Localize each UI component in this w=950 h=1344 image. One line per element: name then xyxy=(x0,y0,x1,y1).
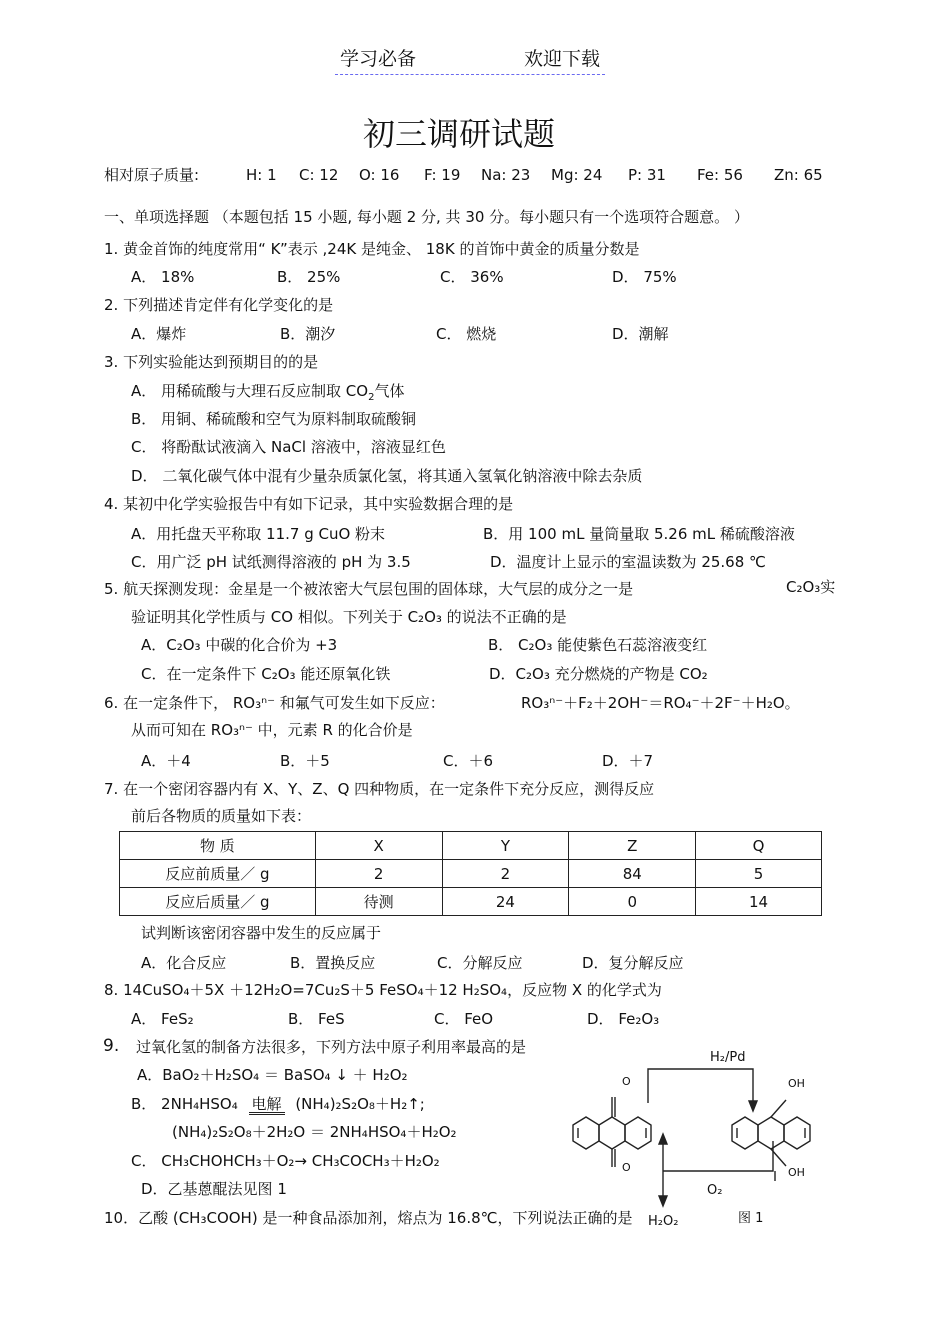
q9-stem: 过氧化氢的制备方法很多，下列方法中原子利用率最高的是 xyxy=(136,1038,527,1056)
q8-option-b: B． FeS xyxy=(288,1010,345,1028)
q3-option-a-tail: 气体 xyxy=(374,382,405,400)
q9-number: 9. xyxy=(103,1036,120,1056)
q3-stem: 3. 下列实验能达到预期目的的是 xyxy=(104,353,319,371)
anthrahydroquinone-structure xyxy=(732,1100,810,1166)
q2-stem: 2. 下列描述肯定伴有化学变化的是 xyxy=(104,296,334,314)
q8-option-a: A． FeS₂ xyxy=(131,1010,194,1028)
atomic-mass-item: P: 31 xyxy=(628,166,666,184)
q7-stem-line2: 前后各物质的质量如下表： xyxy=(131,807,312,825)
q3-option-a xyxy=(131,382,405,403)
q7-option-c: C．分解反应 xyxy=(437,954,523,972)
q7-stem-line1: 7. 在一个密闭容器内有 X、Y、Z、Q 四种物质，在一定条件下充分反应，测得反应 xyxy=(104,780,655,798)
electrolysis-condition: 电解 xyxy=(249,1097,285,1115)
figure-top-label: H₂/Pd xyxy=(710,1050,746,1065)
table-cell: 反应前质量／ g xyxy=(120,860,316,888)
header-right: 欢迎下载 xyxy=(524,48,601,70)
q5-option-a: A．C₂O₃ 中碳的化合价为 +3 xyxy=(141,636,338,654)
q4-stem: 4. 某初中化学实验报告中有如下记录，其中实验数据合理的是 xyxy=(104,495,514,513)
table-cell: 2 xyxy=(442,860,569,888)
q5-stem-line2: 验证明其化学性质与 CO 相似。下列关于 C₂O₃ 的说法不正确的是 xyxy=(131,608,567,626)
table-cell: 0 xyxy=(569,888,696,916)
atomic-mass-item: H: 1 xyxy=(246,166,277,184)
hydroxyl-bottom: OH xyxy=(788,1166,805,1179)
q8-option-d: D． Fe₂O₃ xyxy=(587,1010,660,1028)
header-left: 学习必备 xyxy=(340,48,417,70)
atomic-mass-item: Mg: 24 xyxy=(551,166,603,184)
q7-option-d: D．复分解反应 xyxy=(582,954,684,972)
q10-stem: 10．乙酸 (CH₃COOH) 是一种食品添加剂，熔点为 16.8℃，下列说法正确的是 xyxy=(104,1209,633,1227)
q6-option-a: A．＋4 xyxy=(141,752,191,770)
table-cell: 84 xyxy=(569,860,696,888)
table-cell: 14 xyxy=(696,888,822,916)
table-header-cell: Q xyxy=(696,832,822,860)
q4-option-c: C．用广泛 pH 试纸测得溶液的 pH 为 3.5 xyxy=(131,553,411,571)
q9-option-c: C． CH₃CHOHCH₃＋O₂→ CH₃COCH₃＋H₂O₂ xyxy=(131,1152,440,1170)
mass-table xyxy=(119,831,822,916)
table-cell: 反应后质量／ g xyxy=(120,888,316,916)
atomic-mass-item: C: 12 xyxy=(299,166,339,184)
q7-option-b: B．置换反应 xyxy=(290,954,376,972)
q9-option-a: A．BaO₂＋H₂SO₄ ＝ BaSO₄ ↓ ＋ H₂O₂ xyxy=(137,1066,408,1084)
q9-option-b-line2: (NH₄)₂S₂O₈＋2H₂O ＝ 2NH₄HSO₄＋H₂O₂ xyxy=(172,1123,457,1141)
q1-option-b: B． 25% xyxy=(277,268,341,286)
q3-option-a-text: A． 用稀硫酸与大理石反应制取 CO xyxy=(131,382,369,400)
q1-option-d: D． 75% xyxy=(612,268,677,286)
table-header-cell: 物 质 xyxy=(120,832,316,860)
q6-option-b: B．＋5 xyxy=(280,752,330,770)
table-cell: 5 xyxy=(696,860,822,888)
anthraquinone-structure xyxy=(573,1097,651,1167)
q5-option-c: C．在一定条件下 C₂O₃ 能还原氧化铁 xyxy=(141,665,391,683)
q6-stem-line2: 从而可知在 RO₃ⁿ⁻ 中，元素 R 的化合价是 xyxy=(131,721,413,739)
table-header-row xyxy=(120,832,822,860)
table-header-cell: X xyxy=(315,832,442,860)
atomic-mass-item: Fe: 56 xyxy=(697,166,743,184)
q9-option-b xyxy=(131,1097,425,1115)
q1-option-c: C． 36% xyxy=(440,268,504,286)
atomic-masses-label: 相对原子质量: xyxy=(104,166,200,184)
page-title: 初三调研试题 xyxy=(363,115,556,153)
q6-option-d: D．＋7 xyxy=(602,752,654,770)
q4-option-a: A．用托盘天平称取 11.7 g CuO 粉末 xyxy=(131,525,386,543)
q9-option-d: D．乙基蒽醌法见图 1 xyxy=(141,1180,287,1198)
q6-option-c: C．＋6 xyxy=(443,752,494,770)
q8-option-c: C． FeO xyxy=(434,1010,494,1028)
q7-option-a: A．化合反应 xyxy=(141,954,227,972)
header-underline xyxy=(335,74,605,75)
q4-option-b: B．用 100 mL 量筒量取 5.26 mL 稀硫酸溶液 xyxy=(483,525,795,543)
atomic-mass-item: O: 16 xyxy=(359,166,400,184)
table-row xyxy=(120,860,822,888)
q3-option-c: C． 将酚酞试液滴入 NaCl 溶液中，溶液显红色 xyxy=(131,438,446,456)
carbonyl-o-bottom: O xyxy=(622,1161,631,1174)
q7-stem-line3: 试判断该密闭容器中发生的反应属于 xyxy=(141,924,382,942)
q9-option-b-reactant: B． 2NH₄HSO₄ xyxy=(131,1095,238,1113)
q6-equation: RO₃ⁿ⁻＋F₂＋2OH⁻＝RO₄⁻＋2F⁻＋H₂O。 xyxy=(521,694,800,712)
hydroxyl-top: OH xyxy=(788,1077,805,1090)
section-heading: 一、单项选择题 （本题包括 15 小题, 每小题 2 分, 共 30 分。每小题只有一个选项符合题意。 ） xyxy=(104,208,749,226)
q5-stem-line1: 5. 航天探测发现：金星是一个被浓密大气层包围的固体球，大气层的成分之一是 xyxy=(104,580,634,598)
q2-option-b: B．潮汐 xyxy=(280,325,336,343)
atomic-mass-item: F: 19 xyxy=(424,166,461,184)
q5-stem-tail: C₂O₃实 xyxy=(786,578,836,596)
q9-option-b-product: (NH₄)₂S₂O₈＋H₂↑; xyxy=(295,1095,425,1113)
table-cell: 待测 xyxy=(315,888,442,916)
table-header-cell: Z xyxy=(569,832,696,860)
table-cell: 2 xyxy=(315,860,442,888)
q1-option-a: A． 18% xyxy=(131,268,195,286)
table-header-cell: Y xyxy=(442,832,569,860)
q2-option-d: D．潮解 xyxy=(612,325,669,343)
figure-bottom-label: O₂ xyxy=(707,1183,723,1198)
atomic-mass-item: Na: 23 xyxy=(481,166,531,184)
q3-option-b: B． 用铜、稀硫酸和空气为原料制取硫酸铜 xyxy=(131,410,417,428)
q2-option-c: C． 燃烧 xyxy=(436,325,497,343)
q1-stem: 1. 黄金首饰的纯度常用“ K”表示 ,24K 是纯金、 18K 的首饰中黄金的质量分数是 xyxy=(104,240,640,258)
table-cell: 24 xyxy=(442,888,569,916)
h2o2-label: H₂O₂ xyxy=(648,1214,679,1229)
q3-option-d: D． 二氧化碳气体中混有少量杂质氯化氢，将其通入氢氧化钠溶液中除去杂质 xyxy=(131,467,643,485)
carbonyl-o-top: O xyxy=(622,1075,631,1088)
q5-option-d: D．C₂O₃ 充分燃烧的产物是 CO₂ xyxy=(489,665,708,683)
q8-stem: 8. 14CuSO₄＋5X ＋12H₂O=7Cu₂S＋5 FeSO₄＋12 H₂SO₄，反应物 X 的化学式为 xyxy=(104,981,662,999)
q5-option-b: B． C₂O₃ 能使紫色石蕊溶液变红 xyxy=(488,636,708,654)
atomic-mass-item: Zn: 65 xyxy=(774,166,823,184)
q2-option-a: A．爆炸 xyxy=(131,325,187,343)
q6-stem-line1: 6. 在一定条件下， RO₃ⁿ⁻ 和氟气可发生如下反应： xyxy=(104,694,445,712)
table-row xyxy=(120,888,822,916)
figure-caption: 图 1 xyxy=(738,1211,764,1226)
q3-option-a-sub: 2 xyxy=(368,392,375,403)
q4-option-d: D．温度计上显示的室温读数为 25.68 ℃ xyxy=(490,553,766,571)
